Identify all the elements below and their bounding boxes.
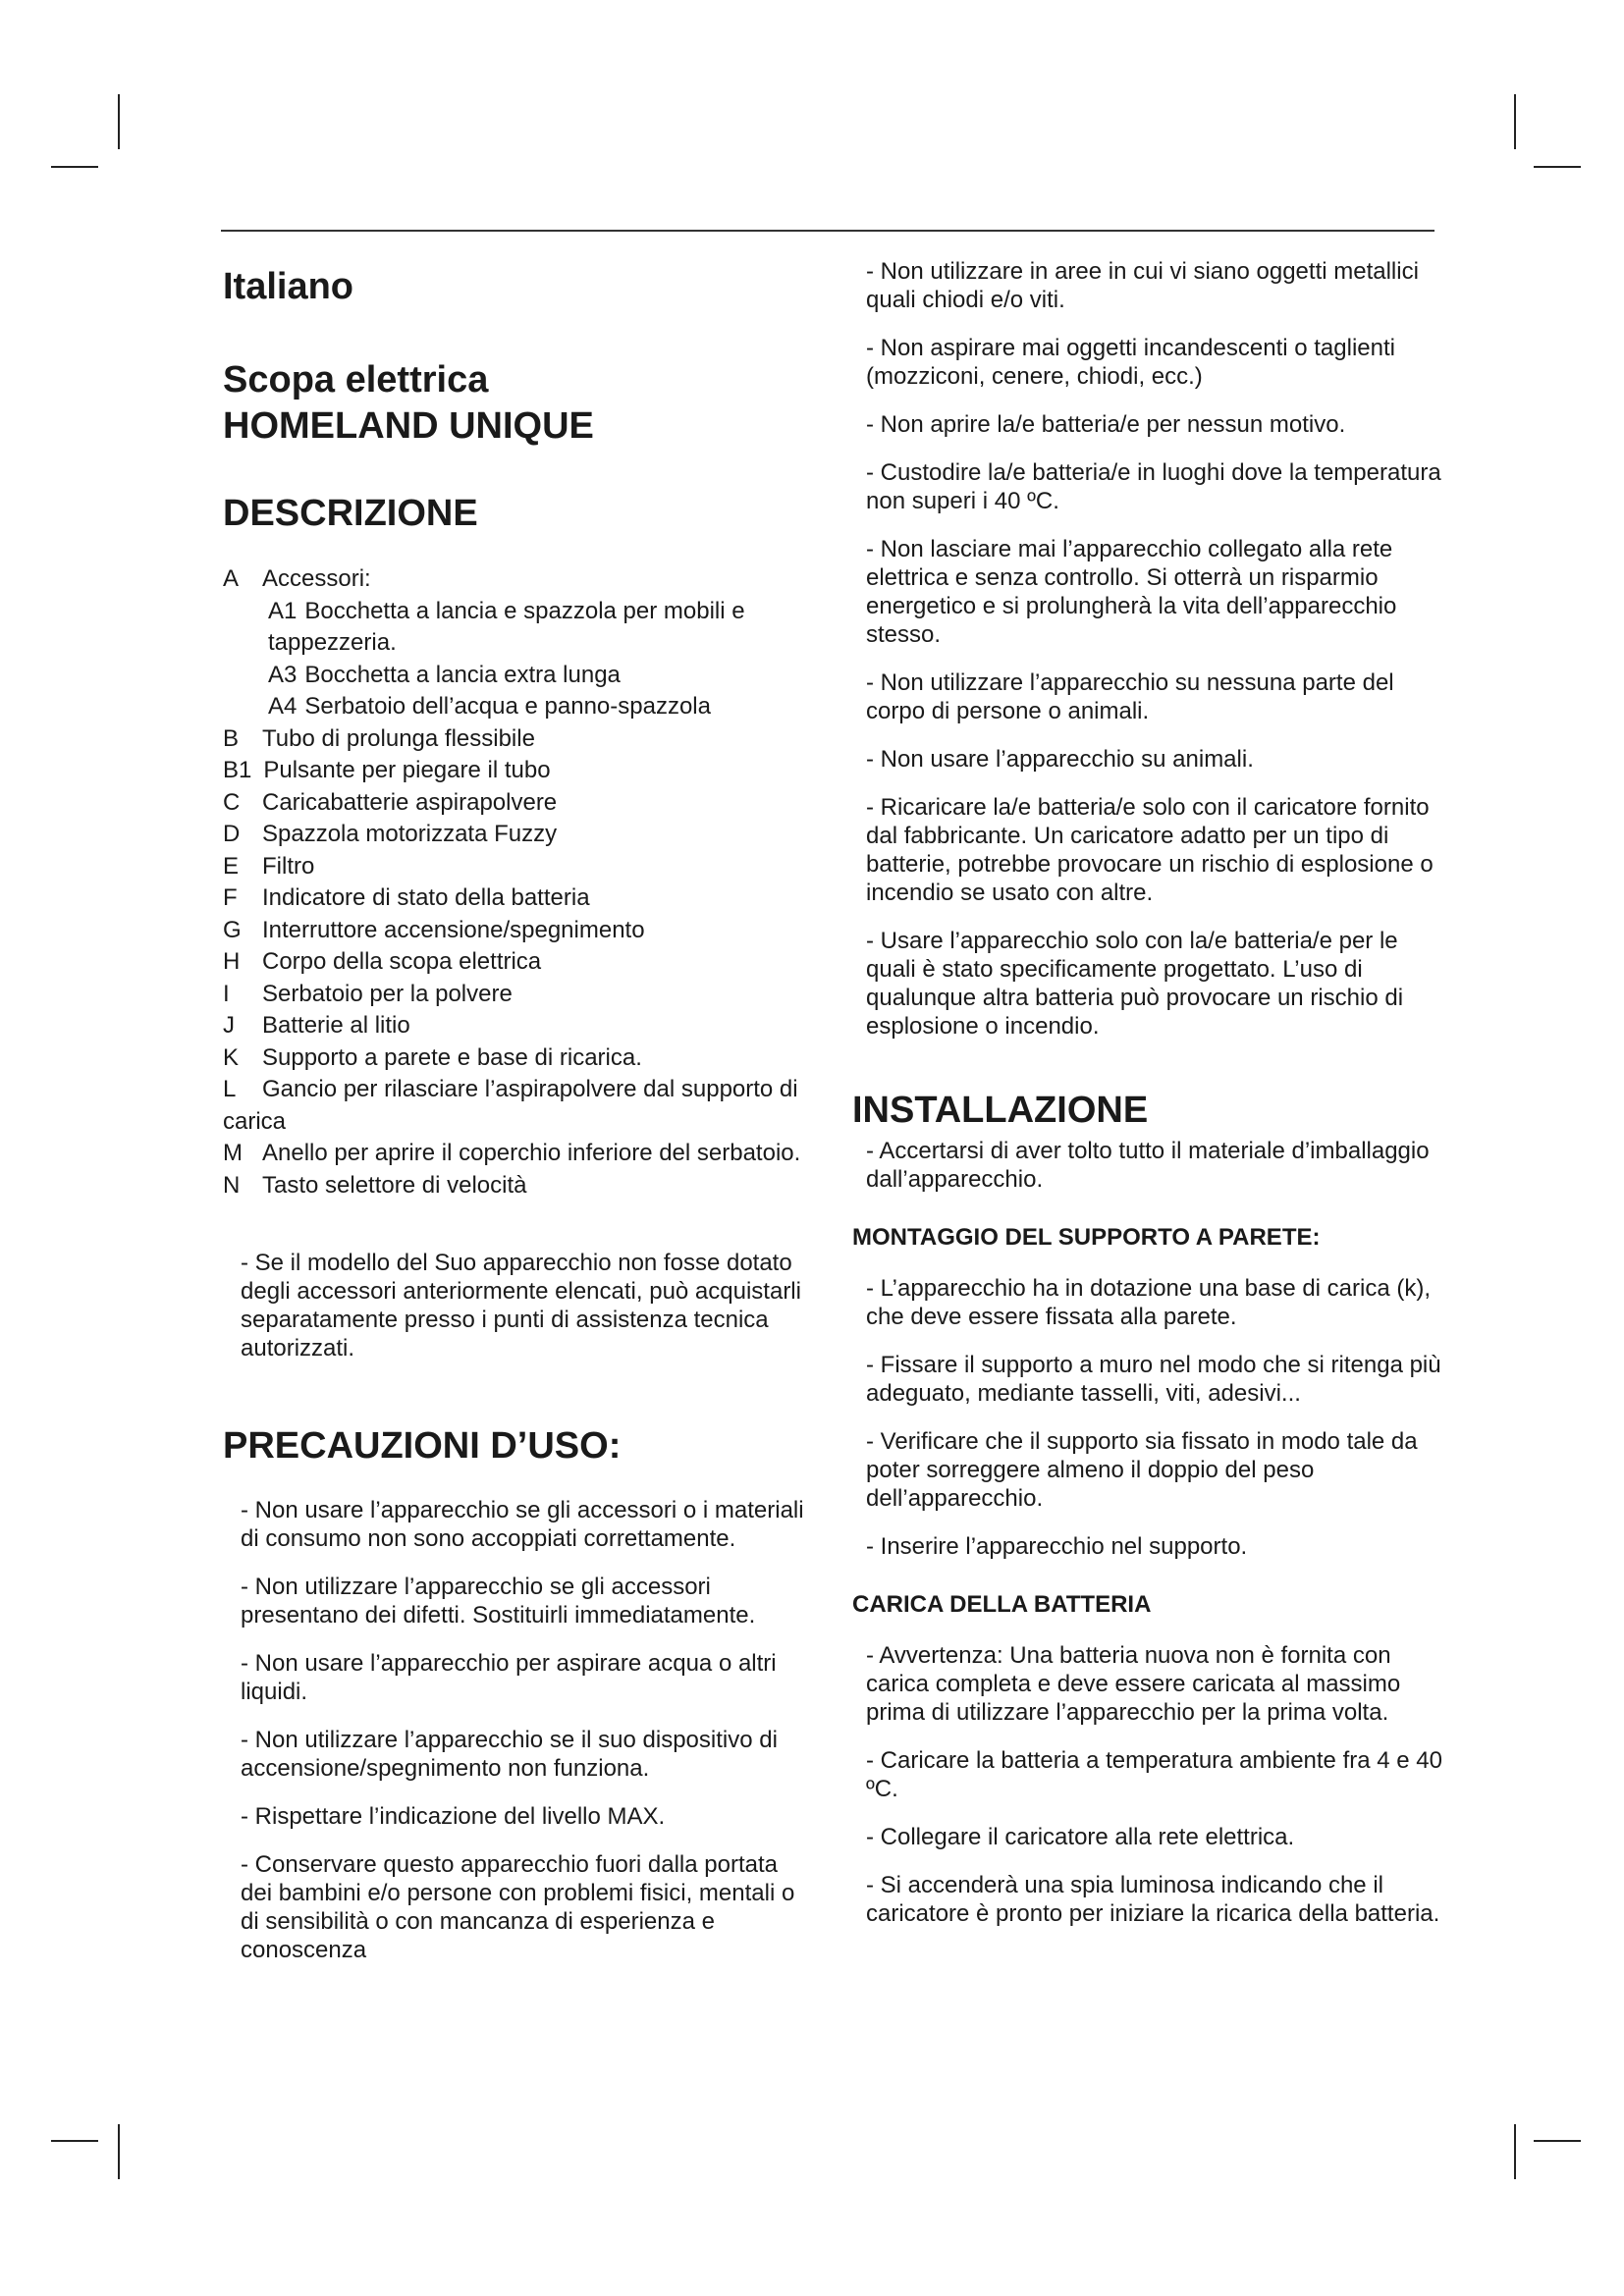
- precaution-item: - Conservare questo apparecchio fuori dalla portata dei bambini e/o persone con problemi fisici, mentali o di sensibilità o con mancanza di esperienza e conoscenza: [241, 1851, 795, 1963]
- parts-list-item: A Accessori:: [223, 565, 371, 592]
- montaggio-item: - Inserire l’apparecchio nel supporto.: [866, 1533, 1248, 1560]
- precaution-item: - Non aspirare mai oggetti incandescenti o taglienti (mozziconi, cenere, chiodi, ecc.): [866, 335, 1395, 390]
- product-title: [223, 357, 812, 450]
- parts-list-item: G Interruttore accensione/spegnimento: [223, 916, 645, 943]
- crop-mark-top-left-h: [51, 166, 98, 168]
- parts-list-item: A1 Bocchetta a lancia e spazzola per mobili e tappezzeria.: [268, 597, 745, 656]
- parts-list-item: K Supporto a parete e base di ricarica.: [223, 1043, 642, 1071]
- left-column: [223, 257, 812, 1984]
- parts-list-item: L Gancio per rilasciare l’aspirapolvere dal supporto di carica: [223, 1076, 798, 1135]
- right-column: [852, 257, 1453, 1948]
- carica-item: - Collegare il caricatore alla rete elettrica.: [866, 1824, 1295, 1850]
- product-title-line2: HOMELAND UNIQUE: [223, 405, 594, 447]
- parts-list-item: A4 Serbatoio dell’acqua e panno-spazzola: [268, 693, 711, 720]
- montaggio-item: - Fissare il supporto a muro nel modo che si ritenga più adeguato, mediante tasselli, viti, adesivi...: [866, 1352, 1441, 1407]
- parts-list-item: I Serbatoio per la polvere: [223, 980, 513, 1007]
- carica-item: - Avvertenza: Una batteria nuova non è fornita con carica completa e deve essere caricata al massimo prima di utilizzare l’apparecchio per la prima volta.: [866, 1642, 1401, 1726]
- parts-list-item: H Corpo della scopa elettrica: [223, 948, 542, 975]
- precaution-item: - Non aprire la/e batteria/e per nessun motivo.: [866, 411, 1346, 438]
- parts-list-item: J Batterie al litio: [223, 1012, 410, 1039]
- parts-list-item: F Indicatore di stato della batteria: [223, 884, 590, 911]
- crop-mark-top-right-h: [1534, 166, 1581, 168]
- precaution-item: - Non usare l’apparecchio su animali.: [866, 746, 1254, 773]
- precaution-item: - Non utilizzare l’apparecchio se gli accessori presentano dei difetti. Sostituirli immediatamente.: [241, 1574, 756, 1629]
- precaution-item: - Ricaricare la/e batteria/e solo con il caricatore fornito dal fabbricante. Un caricatore adatto per un tipo di batterie, potrebbe provocare un rischio di esplosione o incendio se usato con altre.: [866, 794, 1434, 906]
- crop-mark-bottom-right: [1514, 2124, 1516, 2179]
- crop-mark-bottom-right-h: [1534, 2140, 1581, 2142]
- crop-mark-bottom-left-h: [51, 2140, 98, 2142]
- installazione-title: INSTALLAZIONE: [852, 1090, 1149, 1131]
- product-title-line1: Scopa elettrica: [223, 359, 489, 400]
- montaggio-item: - Verificare che il supporto sia fissato in modo tale da poter sorreggere almeno il doppio del peso dell’apparecchio.: [866, 1428, 1418, 1512]
- header-rule: [221, 230, 1435, 232]
- precaution-item: - Custodire la/e batteria/e in luoghi dove la temperatura non superi i 40 ºC.: [866, 459, 1441, 514]
- precaution-item: - Non utilizzare l’apparecchio se il suo dispositivo di accensione/spegnimento non funziona.: [241, 1727, 778, 1782]
- carica-title: CARICA DELLA BATTERIA: [852, 1591, 1152, 1618]
- parts-list-item: C Caricabatterie aspirapolvere: [223, 788, 558, 816]
- precauzioni-title: PRECAUZIONI D’USO:: [223, 1425, 622, 1467]
- parts-list-item: M Anello per aprire il coperchio inferiore del serbatoio.: [223, 1140, 801, 1166]
- precaution-item: - Usare l’apparecchio solo con la/e batteria/e per le quali è stato specificamente progettato. L’uso di qualunque altra batteria può provocare un rischio di esplosione o incendio.: [866, 928, 1404, 1040]
- parts-list-item: N Tasto selettore di velocità: [223, 1171, 527, 1199]
- montaggio-title: MONTAGGIO DEL SUPPORTO A PARETE:: [852, 1224, 1321, 1251]
- descrizione-title: DESCRIZIONE: [223, 493, 478, 534]
- parts-list-item: A3 Bocchetta a lancia extra lunga: [268, 661, 621, 688]
- precaution-item: - Non lasciare mai l’apparecchio collegato alla rete elettrica e senza controllo. Si otterrà un risparmio energetico e si prolungherà la vita dell’apparecchio stesso.: [866, 536, 1397, 648]
- parts-list: [223, 563, 812, 1201]
- parts-list-item: B1 Pulsante per piegare il tubo: [223, 757, 551, 783]
- installation-intro: - Accertarsi di aver tolto tutto il materiale d’imballaggio dall’apparecchio.: [866, 1138, 1430, 1193]
- precaution-item: - Non utilizzare in aree in cui vi siano oggetti metallici quali chiodi e/o viti.: [866, 258, 1419, 313]
- parts-list-item: B Tubo di prolunga flessibile: [223, 724, 535, 752]
- parts-list-item: E Filtro: [223, 852, 315, 880]
- crop-mark-top-left: [118, 94, 120, 149]
- carica-item: - Caricare la batteria a temperatura ambiente fra 4 e 40 ºC.: [866, 1747, 1442, 1802]
- montaggio-item: - L’apparecchio ha in dotazione una base di carica (k), che deve essere fissata alla parete.: [866, 1275, 1432, 1330]
- crop-mark-bottom-left: [118, 2124, 120, 2179]
- language-title: Italiano: [223, 266, 354, 307]
- parts-list-item: D Spazzola motorizzata Fuzzy: [223, 821, 558, 847]
- precaution-item: - Non usare l’apparecchio se gli accessori o i materiali di consumo non sono accoppiati correttamente.: [241, 1497, 804, 1552]
- precaution-item: - Non utilizzare l’apparecchio su nessuna parte del corpo di persone o animali.: [866, 669, 1394, 724]
- crop-mark-top-right: [1514, 94, 1516, 149]
- carica-item: - Si accenderà una spia luminosa indicando che il caricatore è pronto per iniziare la ricarica della batteria.: [866, 1872, 1440, 1927]
- accessories-note: - Se il modello del Suo apparecchio non fosse dotato degli accessori anteriormente elencati, può acquistarli separatamente presso i punti di assistenza tecnica autorizzati.: [241, 1250, 801, 1362]
- precaution-item: - Non usare l’apparecchio per aspirare acqua o altri liquidi.: [241, 1650, 777, 1705]
- precaution-item: - Rispettare l’indicazione del livello MAX.: [241, 1803, 666, 1830]
